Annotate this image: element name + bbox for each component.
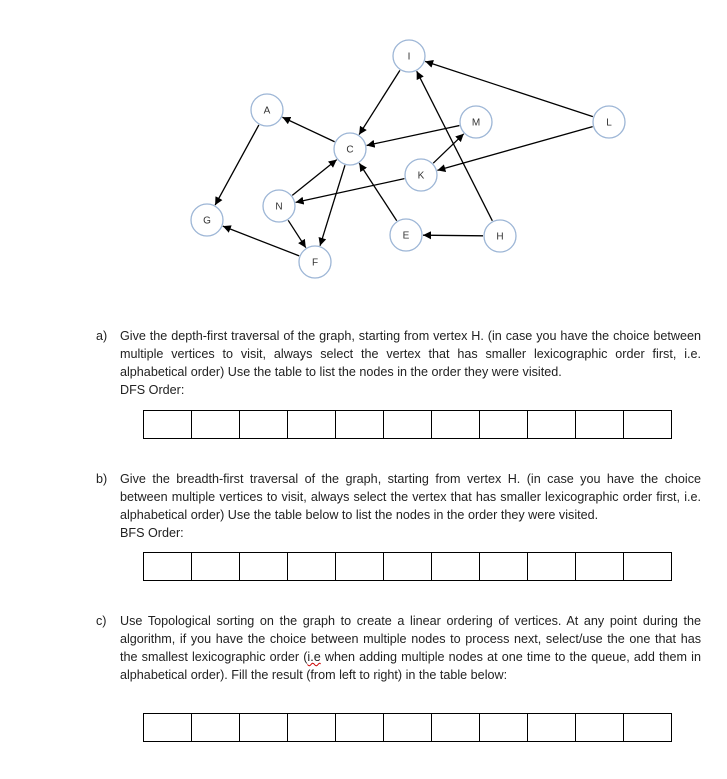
node-label: N [275,201,283,213]
edge-h-to-i [417,71,493,221]
topo-answer-cell[interactable] [432,714,480,742]
edge-k-to-m [433,134,464,163]
node-label: C [346,144,354,156]
node-label: L [606,117,612,129]
question-c-spellcheck-word: i.e [307,650,321,664]
bfs-answer-row [144,553,672,581]
question-a [96,327,701,399]
bfs-answer-cell[interactable] [384,553,432,581]
edge-i-to-c [359,70,400,134]
node-e [390,219,422,251]
edge-c-to-a [282,117,334,142]
bfs-answer-cell[interactable] [336,553,384,581]
topo-answer-cell[interactable] [336,714,384,742]
topo-answer-cell[interactable] [480,714,528,742]
bfs-answer-cell[interactable] [480,553,528,581]
topo-answer-cell[interactable] [144,714,192,742]
question-c-letter: c) [96,614,107,628]
topo-answer-cell[interactable] [576,714,624,742]
node-label: F [311,257,319,269]
edge-a-to-g [215,125,259,205]
dfs-answer-cell[interactable] [144,411,192,439]
bfs-answer-cell[interactable] [528,553,576,581]
node-m [460,106,492,138]
dfs-answer-cell[interactable] [528,411,576,439]
node-i [393,40,425,72]
node-label: K [417,170,425,182]
bfs-answer-table [143,552,672,581]
node-a [251,94,283,126]
node-l [593,106,625,138]
question-c-text-before: Use Topological sorting on the graph to create a linear ordering of vertices. At any point during the algorithm, if you have the choice between multiple nodes to process next, select/use the one that has the smallest lexicographic order ( [120,614,701,664]
edge-e-to-c [359,163,396,221]
node-f [299,246,331,278]
node-label: M [471,117,481,129]
topo-answer-cell[interactable] [384,714,432,742]
question-c-text-after: when adding multiple nodes at one time to the queue, add them in alphabetical order). Fill the result (from left to right) in the table below: [120,650,701,682]
topo-answer-cell[interactable] [528,714,576,742]
topo-answer-table [143,713,672,742]
bfs-answer-cell[interactable] [624,553,672,581]
edge-n-to-c [292,160,336,196]
dfs-answer-cell[interactable] [576,411,624,439]
dfs-answer-cell[interactable] [192,411,240,439]
node-label: A [263,105,271,117]
node-g [191,204,223,236]
node-n [263,190,295,222]
edge-m-to-c [367,126,460,146]
bfs-answer-cell[interactable] [432,553,480,581]
edge-c-to-f [320,165,345,246]
edge-l-to-k [437,127,592,171]
question-c [96,612,701,684]
topo-answer-row [144,714,672,742]
edge-f-to-g [223,226,299,256]
dfs-answer-cell[interactable] [240,411,288,439]
dfs-answer-cell[interactable] [624,411,672,439]
edge-h-to-e [423,235,483,236]
bfs-answer-cell[interactable] [240,553,288,581]
edge-k-to-n [296,179,405,203]
dfs-order-label: DFS Order: [120,383,185,397]
bfs-answer-cell[interactable] [144,553,192,581]
dfs-answer-cell[interactable] [336,411,384,439]
node-label: G [203,215,211,227]
graph-diagram [0,0,727,300]
dfs-answer-cell[interactable] [288,411,336,439]
edge-n-to-f [288,220,306,247]
edge-l-to-i [425,61,593,116]
bfs-order-label: BFS Order: [120,526,184,540]
bfs-answer-cell[interactable] [288,553,336,581]
dfs-answer-cell[interactable] [480,411,528,439]
dfs-answer-table [143,410,672,439]
node-label: H [496,231,504,243]
topo-answer-cell[interactable] [288,714,336,742]
question-b-text: Give the breadth-first traversal of the graph, starting from vertex H. (in case you have the choice between multiple vertices to visit, always select the vertex that has smaller lexicographic order first, i.e. alphabetical order) Use the table below to list the nodes in the order they were visited. [120,472,701,522]
bfs-answer-cell[interactable] [576,553,624,581]
node-k [405,159,437,191]
node-c [334,133,366,165]
question-a-text: Give the depth-first traversal of the graph, starting from vertex H. (in case you have the choice between multiple vertices to visit, always select the vertex that has smaller lexicographic order first, i.e. alphabetical order) Use the table to list the nodes in the order they were visited. [120,329,701,379]
dfs-answer-cell[interactable] [432,411,480,439]
topo-answer-cell[interactable] [240,714,288,742]
node-h [484,220,516,252]
question-b [96,470,701,542]
node-label: I [407,51,411,63]
dfs-answer-cell[interactable] [384,411,432,439]
topo-answer-cell[interactable] [624,714,672,742]
bfs-answer-cell[interactable] [192,553,240,581]
dfs-answer-row [144,411,672,439]
question-a-letter: a) [96,329,108,343]
question-b-letter: b) [96,472,108,486]
node-label: E [402,230,410,242]
topo-answer-cell[interactable] [192,714,240,742]
